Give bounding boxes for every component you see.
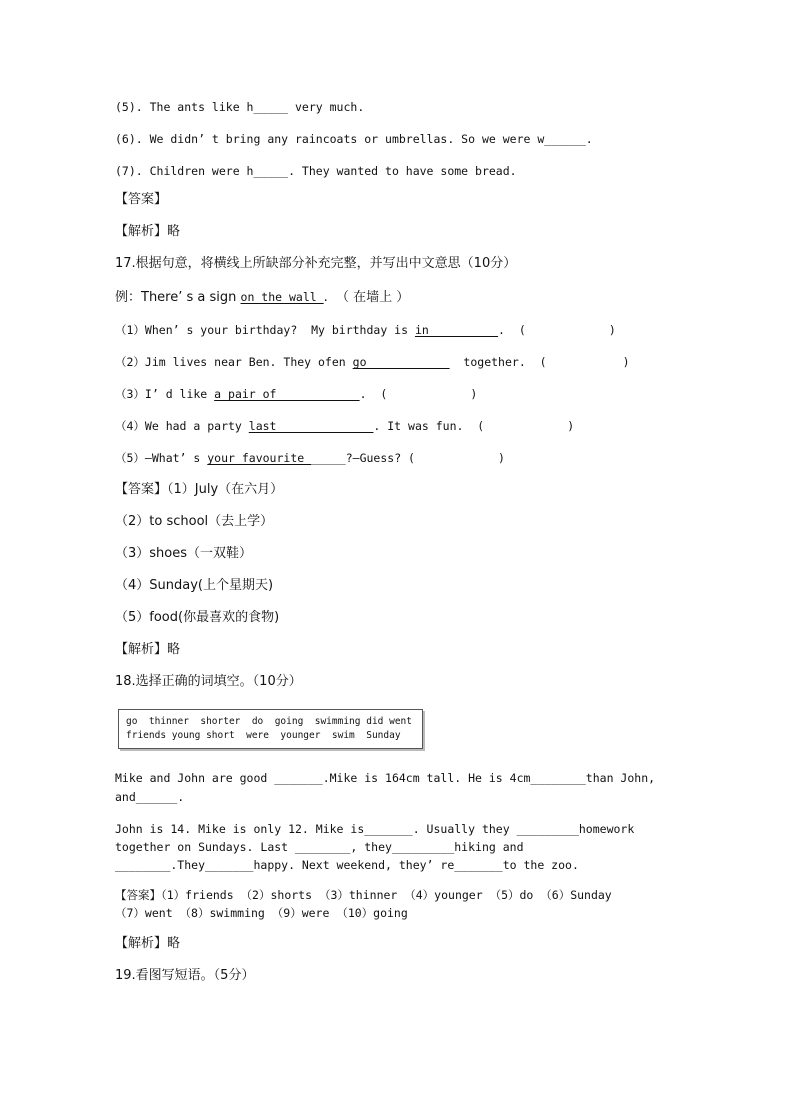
- q18-paragraph-2b: together on Sundays. Last ________, they_________hiking and: [115, 840, 524, 854]
- example-answer: on the wall_: [240, 290, 324, 304]
- item-text: （1）When’ s your birthday? My birthday is: [115, 323, 415, 337]
- q17-example: [115, 290, 409, 305]
- item-tail: . ( ): [498, 323, 616, 337]
- q17-item-2: [115, 355, 630, 369]
- q18-answer-a: 【答案】（1）friends （2）shorts （3）thinner （4）younger （5）do （6）Sunday: [115, 888, 612, 902]
- q18-analysis: 【解析】略: [115, 936, 181, 951]
- q16-line-6: (6). We didn’ t bring any raincoats or umbrellas. So we were w______.: [115, 132, 593, 146]
- q17-answer-3: （3）shoes（一双鞋）: [115, 546, 253, 561]
- q18-paragraph-1a: Mike and John are good _______.Mike is 164cm tall. He is 4cm________than John,: [115, 771, 656, 785]
- q19-title: 19.看图写短语。（5分）: [115, 968, 255, 983]
- item-text: （3）I’ d like: [115, 387, 215, 401]
- example-prefix: 例：There’ s a sign: [115, 290, 241, 305]
- q18-title: 18.选择正确的词填空。（10分）: [115, 674, 302, 689]
- item-blank: a pair of____________: [214, 387, 360, 401]
- item-tail: together. ( ): [449, 355, 630, 369]
- q16-answer-label: 【答案】: [115, 192, 168, 207]
- q17-analysis: 【解析】略: [115, 642, 181, 657]
- q17-item-3: [115, 387, 477, 401]
- q17-answer-1: 【答案】（1）July（在六月）: [115, 482, 284, 497]
- q17-item-5: [115, 451, 505, 465]
- word-bank-row-1: go thinner shorter do going swimming did went: [126, 716, 412, 727]
- item-tail: _____?—Guess? ( ): [311, 451, 505, 465]
- q17-answer-5: （5）food(你最喜欢的食物): [115, 610, 280, 625]
- item-text: （5）—What’ s: [115, 451, 208, 465]
- example-meaning: . （ 在墙上 ）: [323, 290, 410, 305]
- item-blank: in__________: [414, 323, 499, 337]
- q18-paragraph-2a: John is 14. Mike is only 12. Mike is_______. Usually they _________homework: [115, 822, 635, 836]
- q18-answer-b: （7）went （8）swimming （9）were （10）going: [115, 906, 408, 920]
- item-text: （4）We had a party: [115, 419, 249, 433]
- q18-paragraph-2c: ________.They_______happy. Next weekend, they’ re_______to the zoo.: [115, 858, 579, 872]
- q17-item-4: [115, 419, 574, 433]
- q16-line-5: (5). The ants like h_____ very much.: [115, 100, 365, 114]
- word-bank-box: [118, 709, 423, 749]
- item-blank: go____________: [352, 355, 450, 369]
- item-tail: . ( ): [359, 387, 478, 401]
- q17-item-1: [115, 323, 616, 337]
- item-text: （2）Jim lives near Ben. They ofen: [115, 355, 353, 369]
- q18-paragraph-1b: and______.: [115, 790, 185, 804]
- q17-answer-2: （2）to school（去上学）: [115, 514, 274, 529]
- q16-line-7: (7). Children were h_____. They wanted to have some bread.: [115, 164, 517, 178]
- word-bank-row-2: friends young short were younger swim Sunday: [126, 730, 401, 741]
- q16-analysis: 【解析】略: [115, 224, 181, 239]
- q17-answer-4: （4）Sunday(上个星期天): [115, 578, 274, 593]
- item-tail: . It was fun. ( ): [373, 419, 575, 433]
- item-blank: last______________: [248, 419, 374, 433]
- q17-title: 17.根据句意，将横线上所缺部分补充完整，并写出中文意思（10分）: [115, 256, 517, 271]
- item-blank: your favourite_: [207, 451, 312, 465]
